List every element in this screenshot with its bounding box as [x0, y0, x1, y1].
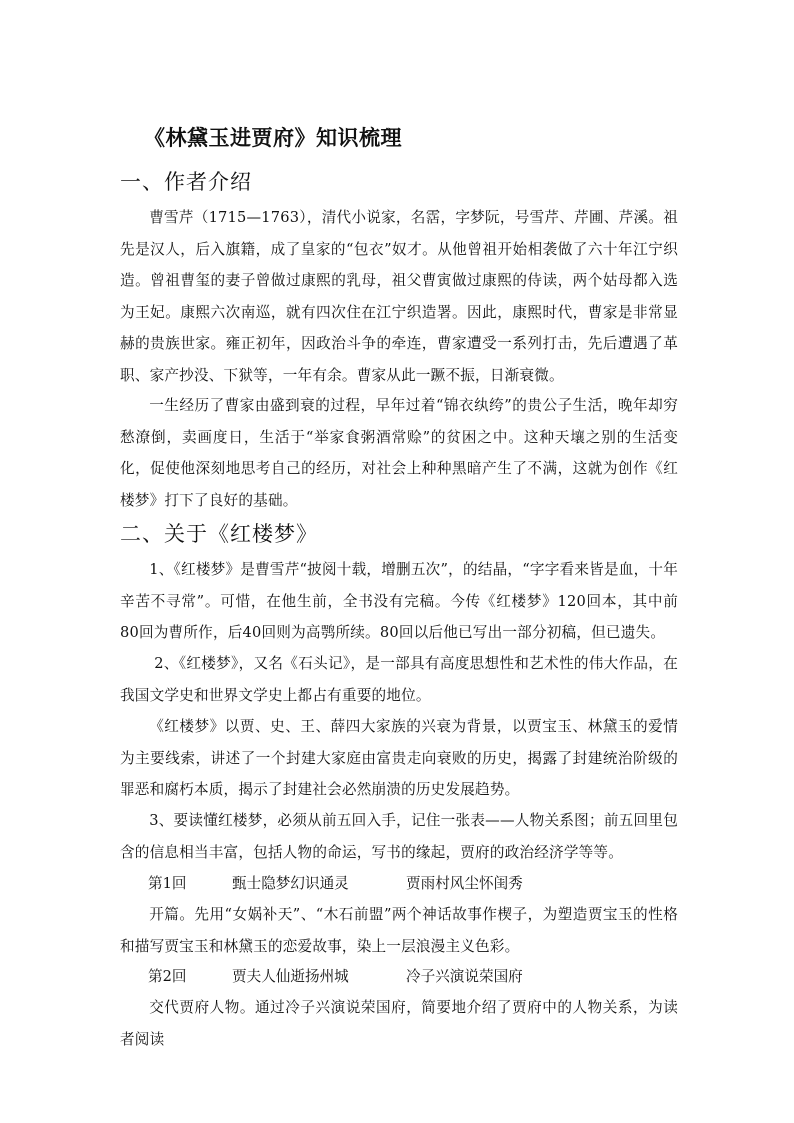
paragraph-point-1: 1、《红楼梦》是曹雪芹“披阅十载，增删五次”，的结晶，“字字看来皆是血，十年辛苦不寻常”。可惜，在他生前，全书没有完稿。今传《红楼梦》120回本，其中前80回为曹所作，后40回则为高鹗所续。80回以后他已写出一部分初稿，但已遗失。 [120, 561, 678, 642]
paragraph-author-bio: 曹雪芹（1715—1763），清代小说家，名霑，字梦阮，号雪芹、芹圃、芹溪。祖先是汉人，后入旗籍，成了皇家的“包衣”奴才。从他曾祖开始相袭做了六十年江宁织造。曾祖曹玺的妻子曾做过康熙的乳母，祖父曹寅做过康熙的侍读，两个姑母都入选为王妃。康熙六次南巡，就有四次住在江宁织造署。因此，康熙时代，曹家是非常显赫的贵族世家。雍正初年，因政治斗争的牵连，曹家遭受一系列打击，先后遭遇了革职、家产抄没、下狱等，一年有余。曹家从此一蹶不振，日渐衰微。 [120, 209, 678, 384]
paragraph-point-3: 3、要读懂红楼梦，必须从前五回入手，记住一张表——人物关系图；前五回里包含的信息相当丰富，包括人物的命运，写书的缘起，贾府的政治经济学等等。 [120, 812, 678, 861]
chapter-number: 第1回 [148, 875, 187, 892]
chapter-title-second: 冷子兴演说荣国府 [406, 968, 523, 985]
chapter-title-second: 贾雨村风尘怀闺秀 [406, 875, 523, 892]
chapter-title-first: 贾夫人仙逝扬州城 [232, 968, 349, 985]
paragraph-chapter-2-summary: 交代贾府人物。通过冷子兴演说荣国府，简要地介绍了贾府中的人物关系，为读者阅读 [120, 999, 678, 1048]
paragraph-theme: 《红楼梦》以贾、史、王、薛四大家族的兴衰为背景，以贾宝玉、林黛玉的爱情为主要线索，讲述了一个封建大家庭由富贵走向衰败的历史，揭露了封建统治阶级的罪恶和腐朽本质，揭示了封建社会必然崩溃的历史发展趋势。 [120, 718, 678, 799]
chapter-number: 第2回 [148, 968, 187, 985]
paragraph-chapter-1-summary: 开篇。先用“女娲补天”、“木石前盟”两个神话故事作楔子，为塑造贾宝玉的性格和描写贾宝玉和林黛玉的恋爱故事，染上一层浪漫主义色彩。 [120, 906, 678, 955]
chapter-title-first: 甄士隐梦幻识通灵 [232, 875, 349, 892]
paragraph-point-2: 2、《红楼梦》，又名《石头记》，是一部具有高度思想性和艺术性的伟大作品，在我国文学史和世界文学史上都占有重要的地位。 [120, 655, 678, 704]
page-title: 《林黛玉进贾府》知识梳理 [144, 125, 402, 150]
section-heading-author: 一、作者介绍 [120, 170, 252, 194]
section-heading-hongloumeng: 二、关于《红楼梦》 [120, 522, 318, 546]
paragraph-author-life: 一生经历了曹家由盛到衰的过程，早年过着“锦衣纨绔”的贵公子生活，晚年却穷愁潦倒，卖画度日，生活于“举家食粥酒常赊”的贫困之中。这种天壤之别的生活变化，促使他深刻地思考自己的经历，对社会上种种黑暗产生了不满，这就为创作《红楼梦》打下了良好的基础。 [120, 397, 678, 509]
